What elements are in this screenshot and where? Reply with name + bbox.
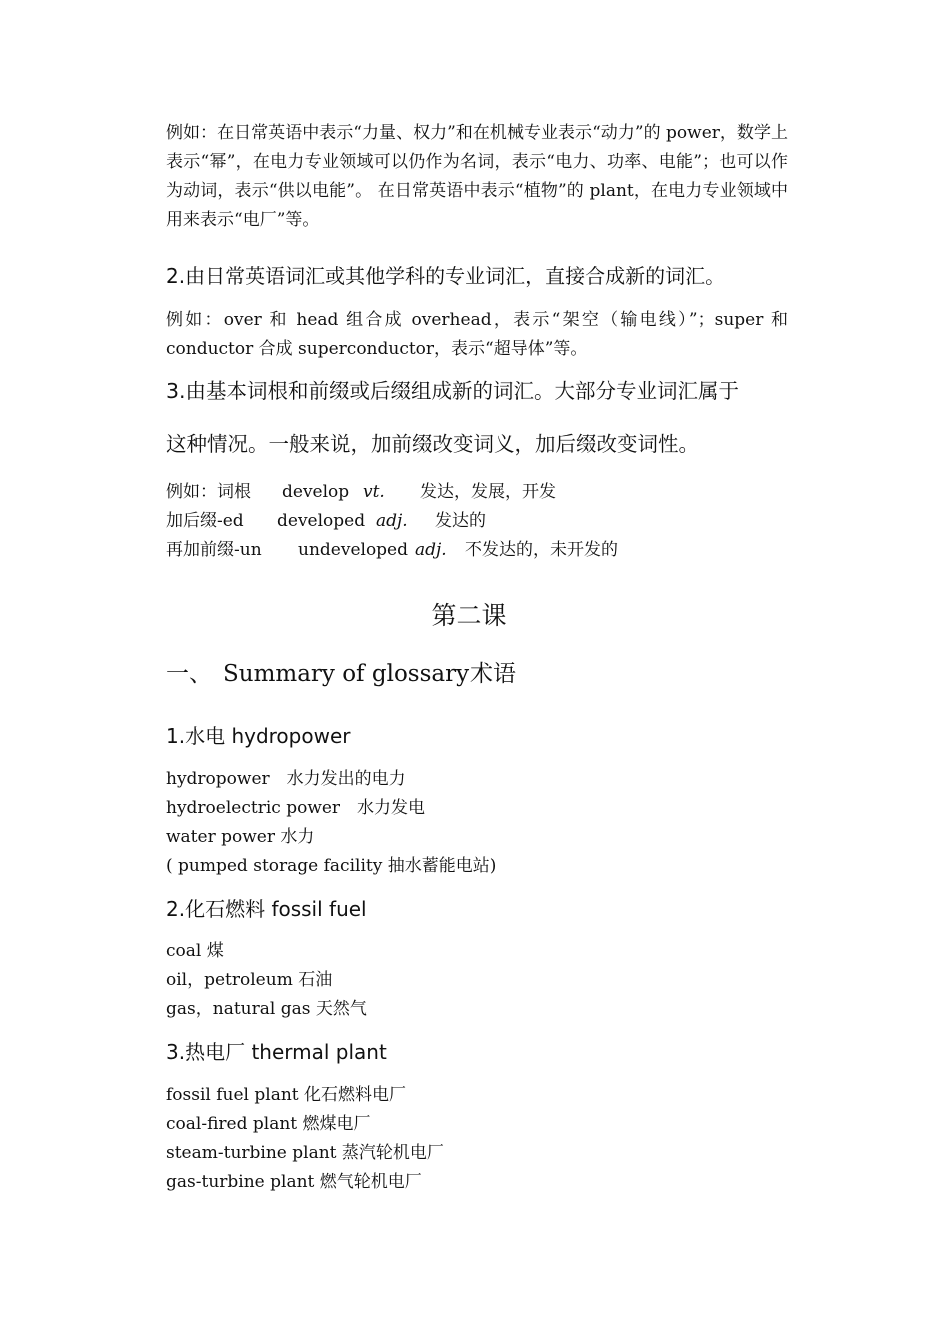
- example-pos: vt.: [363, 482, 385, 502]
- lesson-title: 第二课: [431, 601, 507, 630]
- example-word: developed: [277, 511, 366, 531]
- example-label: 例如：词根: [166, 482, 251, 502]
- list-item: gas-turbine plant 燃气轮机电厂: [166, 1172, 422, 1192]
- example-word: develop: [282, 482, 350, 502]
- list-item: oil，petroleum 石油: [166, 970, 333, 990]
- example-meaning: 不发达的，未开发的: [465, 540, 618, 560]
- list-item: hydroelectric power 水力发电: [166, 798, 426, 818]
- glossary-title: [166, 659, 666, 689]
- paragraph-power-plant-example: 例如：在日常英语中表示“力量、权力”和在机械专业表示“动力”的 power，数学上表示“幂”，在电力专业领域可以仍作为名词，表示“电力、功率、电能”；也可以作为动词，表示“供以电能”。 在日常英语中表示“植物”的 plant，在电力专业领域中用来表示“电厂”等。: [166, 123, 788, 230]
- list-item: coal 煤: [166, 941, 224, 961]
- section-list-thermal-plant: [166, 1081, 766, 1197]
- list-item: ( pumped storage facility 抽水蓄能电站): [166, 856, 497, 876]
- example-label: 加后缀-ed: [166, 511, 244, 531]
- list-item: steam-turbine plant 蒸汽轮机电厂: [166, 1143, 444, 1163]
- paragraph-compound-example: 例如：over 和 head 组合成 overhead，表示“架空（输电线）”；super 和 conductor 合成 superconductor，表示“超导体”等。: [166, 310, 788, 359]
- example-pos: adj.: [415, 540, 447, 560]
- list-item: coal-fired plant 燃煤电厂: [166, 1114, 371, 1134]
- glossary-number: 一、: [166, 661, 212, 687]
- list-item: fossil fuel plant 化石燃料电厂: [166, 1085, 407, 1105]
- example-label: 再加前缀-un: [166, 540, 262, 560]
- heading-compound-words: 2.由日常英语词汇或其他学科的专业词汇，直接合成新的词汇。: [166, 264, 726, 288]
- example-pos: adj.: [376, 511, 408, 531]
- example-meaning: 发达的: [435, 511, 486, 531]
- heading-affix-words-line2: 这种情况。一般来说，加前缀改变词义，加后缀改变词性。: [166, 432, 699, 456]
- section-list-fossil-fuel: [166, 937, 766, 1024]
- example-word: undeveloped: [298, 540, 409, 560]
- section-list-hydropower: [166, 765, 766, 881]
- list-item: hydropower 水力发出的电力: [166, 769, 406, 789]
- glossary-english: Summary of glossary: [223, 661, 470, 687]
- list-item: gas，natural gas 天然气: [166, 999, 367, 1019]
- section-heading-hydropower: 1.水电 hydropower: [166, 724, 351, 748]
- section-heading-fossil-fuel: 2.化石燃料 fossil fuel: [166, 897, 367, 921]
- example-row-root: [166, 478, 766, 507]
- section-heading-thermal-plant: 3.热电厂 thermal plant: [166, 1040, 387, 1064]
- example-row-prefix: [166, 536, 766, 565]
- heading-affix-words-line1: 3.由基本词根和前缀或后缀组成新的词汇。大部分专业词汇属于: [166, 379, 740, 403]
- example-row-suffix: [166, 507, 766, 536]
- list-item: water power 水力: [166, 827, 315, 847]
- example-meaning: 发达，发展，开发: [420, 482, 556, 502]
- glossary-chinese: 术语: [470, 661, 516, 687]
